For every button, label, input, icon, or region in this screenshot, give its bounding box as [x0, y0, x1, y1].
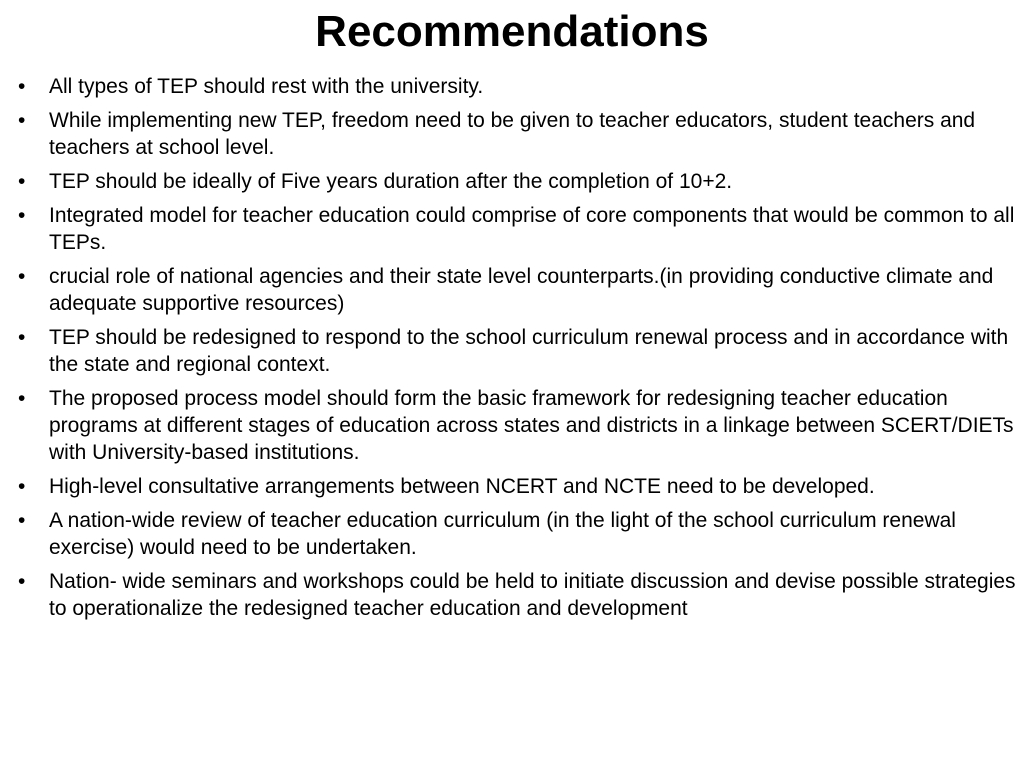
bullet-text: A nation-wide review of teacher education curriculum (in the light of the school curriculum renewal exercise) would need to be undertaken. [49, 509, 956, 559]
bullet-item [18, 473, 1018, 500]
bullet-item [18, 324, 1018, 378]
bullet-icon: • [18, 326, 26, 349]
bullet-text: Integrated model for teacher education could comprise of core components that would be common to all TEPs. [49, 204, 1015, 254]
bullet-text: TEP should be ideally of Five years duration after the completion of 10+2. [49, 170, 733, 193]
bullet-item [18, 385, 1018, 466]
bullet-item [18, 73, 1018, 100]
bullet-item [18, 507, 1018, 561]
bullet-icon: • [18, 109, 26, 132]
bullet-text: crucial role of national agencies and their state level counterparts.(in providing conductive climate and adequate supportive resources) [49, 265, 994, 315]
bullet-text: Nation- wide seminars and workshops could be held to initiate discussion and devise possible strategies to operationalize the redesigned teacher education and development [49, 570, 1016, 620]
bullet-item [18, 107, 1018, 161]
bullet-icon: • [18, 509, 26, 532]
bullet-icon: • [18, 170, 26, 193]
bullet-item [18, 202, 1018, 256]
bullet-text: High-level consultative arrangements between NCERT and NCTE need to be developed. [49, 475, 875, 498]
bullet-item [18, 568, 1018, 622]
bullet-text: The proposed process model should form the basic framework for redesigning teacher education programs at different stages of education across states and districts in a linkage between SCERT/DIETs with University-based institutions. [49, 387, 1014, 464]
bullet-text: TEP should be redesigned to respond to the school curriculum renewal process and in accordance with the state and regional context. [49, 326, 1009, 376]
bullet-item [18, 263, 1018, 317]
bullet-icon: • [18, 265, 26, 288]
slide-title: Recommendations [315, 7, 709, 56]
bullet-text: While implementing new TEP, freedom need to be given to teacher educators, student teachers and teachers at school level. [49, 109, 976, 159]
bullet-text: All types of TEP should rest with the university. [49, 75, 484, 98]
bullet-icon: • [18, 475, 26, 498]
bullet-icon: • [18, 204, 26, 227]
bullet-icon: • [18, 75, 26, 98]
bullet-list [18, 73, 1018, 629]
bullet-item [18, 168, 1018, 195]
bullet-icon: • [18, 570, 26, 593]
bullet-icon: • [18, 387, 26, 410]
